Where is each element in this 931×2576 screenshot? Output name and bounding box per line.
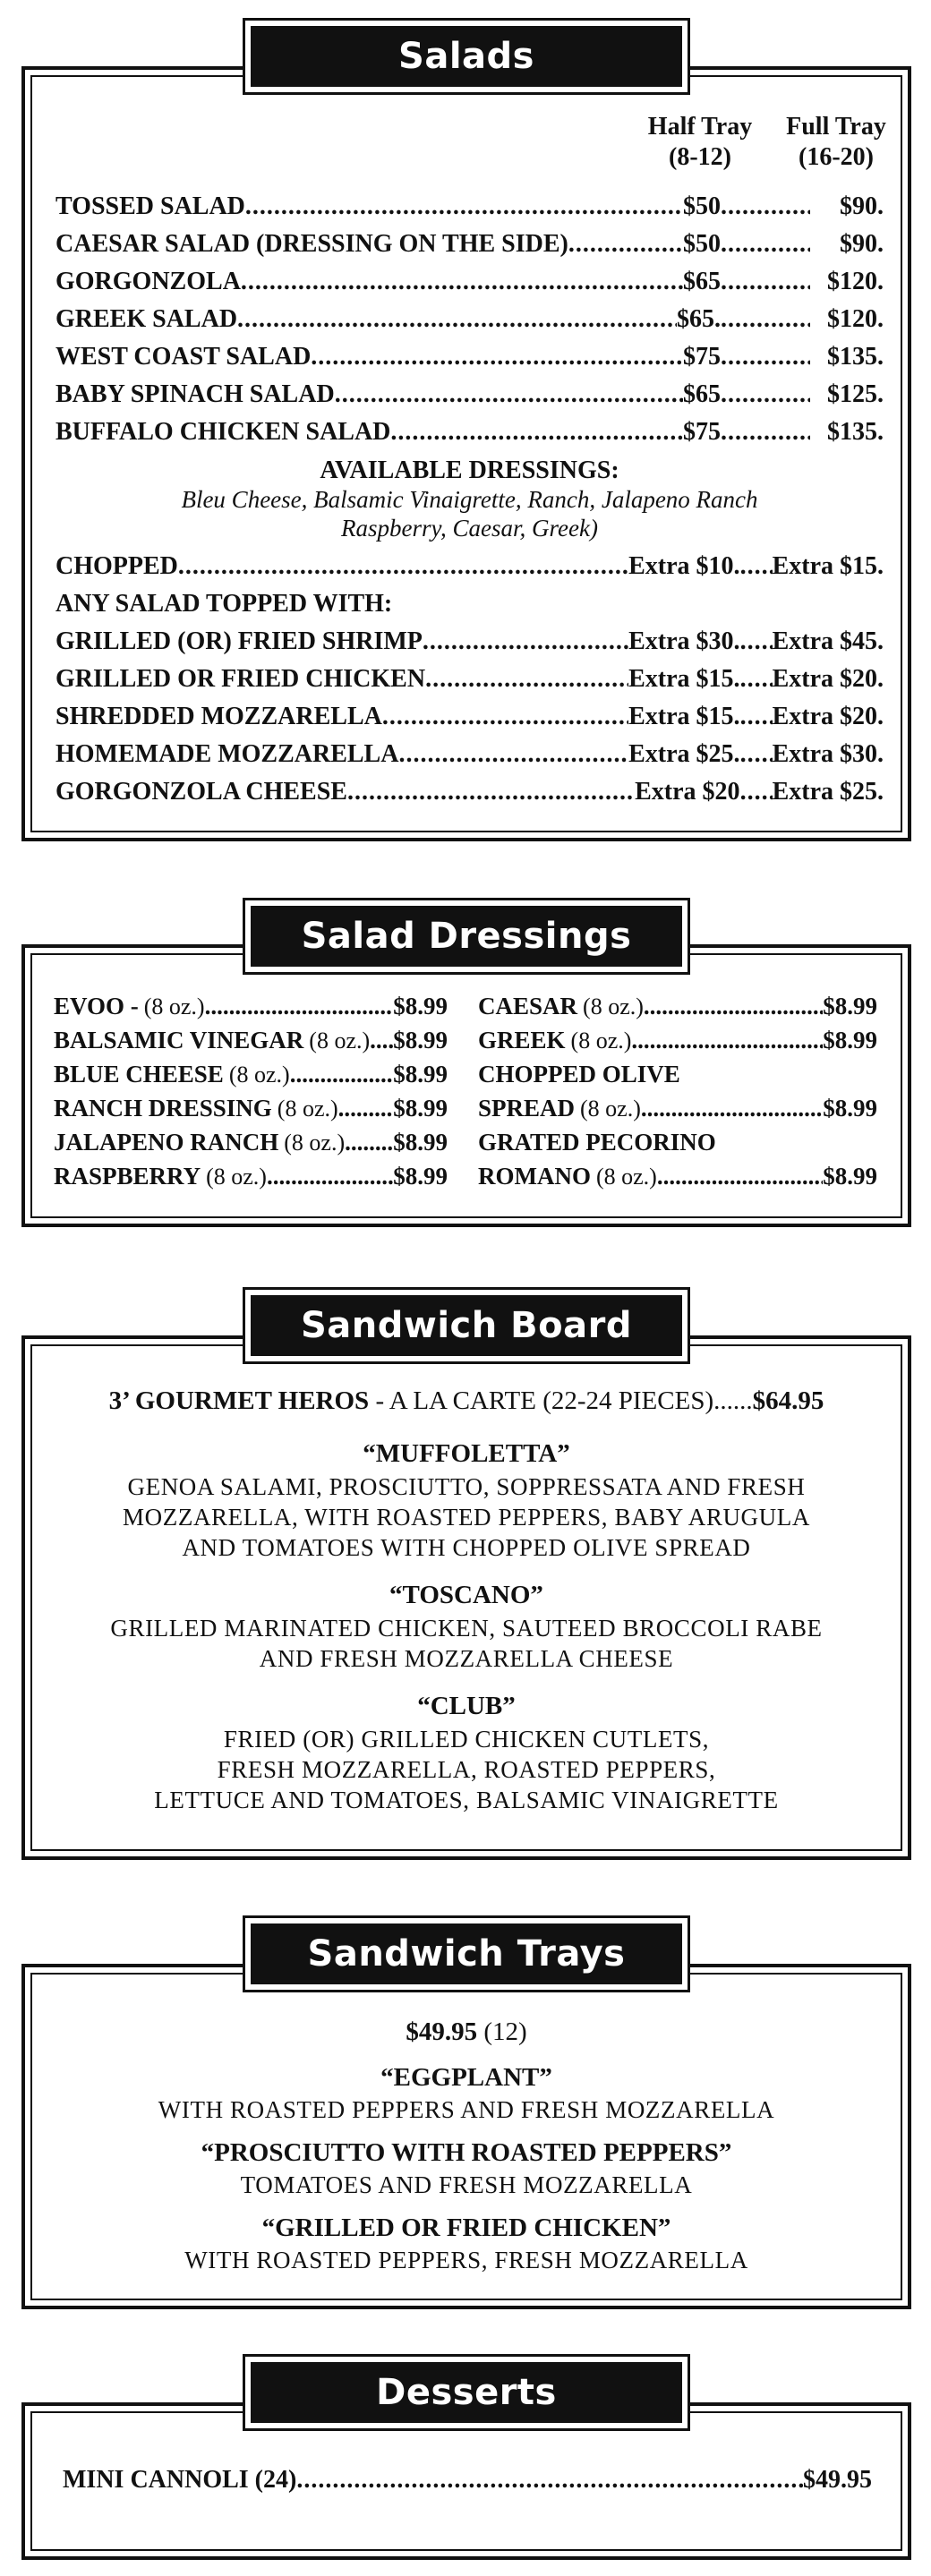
dressing-size: (8 oz.) bbox=[284, 1130, 346, 1156]
topping-row bbox=[56, 698, 884, 736]
available-dressings bbox=[56, 456, 884, 542]
dressing-price: $8.99 bbox=[823, 1027, 877, 1053]
hero-description-line: MOZZARELLA, WITH ROASTED PEPPERS, BABY ARUGULA bbox=[123, 1504, 810, 1531]
leader-dots bbox=[398, 736, 628, 773]
half-tray-price: Extra $15. bbox=[628, 665, 740, 693]
dressing-row bbox=[54, 1023, 448, 1057]
leader-dots bbox=[390, 414, 683, 451]
salad-row bbox=[56, 188, 884, 226]
item-name: GORGONZOLA CHEESE bbox=[56, 778, 347, 806]
leader-dots bbox=[641, 1091, 823, 1125]
leader-dots bbox=[178, 548, 628, 585]
full-tray-heading bbox=[775, 112, 897, 173]
half-tray-price: Extra $10. bbox=[628, 552, 740, 580]
hero-title: “MUFFOLETTA” bbox=[363, 1439, 570, 1468]
available-dressings-title: AVAILABLE DRESSINGS: bbox=[320, 456, 619, 484]
leader-dots bbox=[245, 188, 683, 226]
chopped-row bbox=[56, 548, 884, 585]
dressing-size: (8 oz.) bbox=[206, 1164, 267, 1190]
dressing-size: (8 oz.) bbox=[595, 1164, 657, 1190]
leader-dots bbox=[370, 1023, 393, 1057]
half-tray-price: $65 bbox=[683, 268, 721, 295]
dressing-row bbox=[54, 989, 448, 1023]
dressings-right-column bbox=[478, 989, 877, 1193]
gourmet-heros-price: $64.95 bbox=[752, 1386, 824, 1415]
sandwich-trays-header bbox=[243, 1915, 690, 1992]
full-tray-price: Extra $20. bbox=[772, 665, 884, 693]
hero-description-line: LETTUCE AND TOMATOES, BALSAMIC VINAIGRETTE bbox=[154, 1787, 779, 1813]
half-tray-price: $50 bbox=[683, 192, 721, 220]
half-tray-price: Extra $30. bbox=[628, 627, 740, 655]
leader-dots bbox=[740, 661, 773, 698]
leader-dots bbox=[721, 414, 810, 451]
leader-dots bbox=[335, 376, 683, 414]
dressing-size: (8 oz.) bbox=[143, 994, 205, 1019]
dressing-price: $8.99 bbox=[823, 1095, 877, 1122]
item-name: GORGONZOLA bbox=[56, 268, 241, 295]
half-tray-heading bbox=[639, 112, 761, 173]
available-dressings-line2: Raspberry, Caesar, Greek) bbox=[341, 515, 598, 542]
item-name: TOSSED SALAD bbox=[56, 192, 245, 220]
salad-row bbox=[56, 414, 884, 451]
gourmet-heros-line bbox=[39, 1384, 893, 1418]
full-tray-label: Full Tray bbox=[786, 113, 886, 141]
full-tray-count: (16-20) bbox=[799, 143, 874, 171]
item-name: WEST COAST SALAD bbox=[56, 343, 312, 371]
full-tray-price: Extra $15. bbox=[772, 552, 884, 580]
desserts-section bbox=[21, 2354, 911, 2560]
item-name: CHOPPED bbox=[56, 552, 178, 580]
hero-title: “TOSCANO” bbox=[389, 1581, 543, 1609]
dressing-size: (8 oz.) bbox=[228, 1062, 290, 1088]
dressing-row bbox=[478, 989, 877, 1023]
dressing-size: (8 oz.) bbox=[570, 1028, 632, 1053]
item-name: GREEK SALAD bbox=[56, 305, 238, 333]
dressing-row bbox=[54, 1091, 448, 1125]
dressings-section bbox=[21, 898, 911, 1227]
half-tray-price: $75 bbox=[683, 343, 721, 371]
topping-row bbox=[56, 661, 884, 698]
leader-dots bbox=[721, 188, 810, 226]
leader-dots bbox=[345, 1125, 393, 1159]
hero-item bbox=[39, 1436, 893, 1563]
sandwich-trays-content bbox=[39, 2014, 893, 2286]
leader-dots bbox=[721, 301, 810, 338]
trays-count: (12) bbox=[483, 2017, 527, 2046]
item-name: HOMEMADE MOZZARELLA bbox=[56, 740, 399, 768]
leader-dots bbox=[311, 338, 683, 376]
sandwich-board-title: Sandwich Board bbox=[251, 1295, 682, 1356]
tray-item-description: WITH ROASTED PEPPERS, FRESH MOZZARELLA bbox=[184, 2247, 748, 2273]
dressing-name: JALAPENO RANCH bbox=[54, 1129, 279, 1156]
hero-title: “CLUB” bbox=[417, 1692, 516, 1720]
leader-dots bbox=[267, 1159, 393, 1193]
sandwich-board-section bbox=[21, 1287, 911, 1860]
dressing-name: BLUE CHEESE bbox=[54, 1061, 224, 1088]
half-tray-price: $65 bbox=[683, 380, 721, 408]
dressing-name: SPREAD bbox=[478, 1095, 576, 1122]
dressing-price: $8.99 bbox=[393, 1163, 448, 1190]
full-tray-price: Extra $20. bbox=[772, 703, 884, 730]
item-name: BUFFALO CHICKEN SALAD bbox=[56, 418, 391, 446]
item-name: GRILLED OR FRIED CHICKEN bbox=[56, 665, 426, 693]
tray-item-title: “EGGPLANT” bbox=[380, 2063, 552, 2092]
leader-dots bbox=[740, 736, 773, 773]
leader-dots bbox=[740, 623, 773, 661]
item-name: BABY SPINACH SALAD bbox=[56, 380, 335, 408]
dressing-price: $8.99 bbox=[823, 1163, 877, 1190]
leader-dots bbox=[347, 773, 635, 811]
dressing-row bbox=[478, 1091, 877, 1125]
dressing-name: RASPBERRY bbox=[54, 1163, 201, 1190]
half-tray-label: Half Tray bbox=[647, 113, 753, 141]
dressing-size: (8 oz.) bbox=[583, 994, 644, 1019]
dressing-row bbox=[478, 1125, 877, 1159]
sandwich-board-header bbox=[243, 1287, 690, 1364]
hero-description-line: AND FRESH MOZZARELLA CHEESE bbox=[259, 1645, 674, 1672]
available-dressings-line1: Bleu Cheese, Balsamic Vinaigrette, Ranch, Jalapeno Ranch bbox=[181, 486, 758, 513]
dressing-price: $8.99 bbox=[393, 1129, 448, 1156]
leader-dots bbox=[721, 263, 810, 301]
leader-dots bbox=[657, 1159, 823, 1193]
tray-item-description: TOMATOES AND FRESH MOZZARELLA bbox=[240, 2171, 693, 2198]
sandwich-trays-title: Sandwich Trays bbox=[251, 1923, 682, 1984]
full-tray-price: Extra $25. bbox=[772, 778, 884, 806]
salad-list bbox=[56, 188, 884, 811]
tray-item bbox=[39, 2136, 893, 2200]
dessert-price: $49.95 bbox=[803, 2466, 872, 2494]
leader-dots bbox=[382, 698, 628, 736]
tray-item bbox=[39, 2060, 893, 2125]
dressing-name: BALSAMIC VINEGAR bbox=[54, 1027, 304, 1053]
full-tray-price: Extra $45. bbox=[772, 627, 884, 655]
dressings-title: Salad Dressings bbox=[251, 906, 682, 967]
dressing-price: $8.99 bbox=[393, 1061, 448, 1088]
salads-title: Salads bbox=[251, 26, 682, 87]
item-name: GRILLED (OR) FRIED SHRIMP bbox=[56, 627, 423, 655]
dressing-name: CAESAR bbox=[478, 993, 578, 1019]
gourmet-heros-desc: - A LA CARTE (22-24 PIECES)...... bbox=[375, 1386, 753, 1415]
dressing-name: RANCH DRESSING bbox=[54, 1095, 272, 1122]
dressing-price: $8.99 bbox=[393, 1027, 448, 1053]
salad-row bbox=[56, 376, 884, 414]
salads-header bbox=[243, 18, 690, 95]
dressing-name: GRATED PECORINO bbox=[478, 1129, 716, 1156]
half-tray-price: $65. bbox=[677, 305, 721, 333]
item-name: SHREDDED MOZZARELLA bbox=[56, 703, 382, 730]
dressing-name: GREEK bbox=[478, 1027, 566, 1053]
dressing-size: (8 oz.) bbox=[580, 1096, 641, 1122]
hero-description-line: GENOA SALAMI, PROSCIUTTO, SOPPRESSATA AND FRESH bbox=[127, 1473, 806, 1500]
desserts-header bbox=[243, 2354, 690, 2431]
half-tray-count: (8-12) bbox=[669, 143, 731, 171]
dressing-price: $8.99 bbox=[393, 1095, 448, 1122]
trays-price: $49.95 bbox=[406, 2017, 478, 2046]
full-tray-price: $120. bbox=[827, 305, 884, 333]
dressings-header bbox=[243, 898, 690, 975]
dressing-row bbox=[478, 1057, 877, 1091]
dessert-row bbox=[63, 2461, 872, 2499]
leader-dots bbox=[423, 623, 628, 661]
leader-dots bbox=[425, 661, 628, 698]
sandwich-board-content bbox=[39, 1384, 893, 1830]
dressing-row bbox=[478, 1159, 877, 1193]
dressing-price: $8.99 bbox=[393, 993, 448, 1019]
leader-dots bbox=[296, 2461, 803, 2499]
dressing-row bbox=[54, 1057, 448, 1091]
dressing-size: (8 oz.) bbox=[309, 1028, 371, 1053]
dressing-size: (8 oz.) bbox=[277, 1096, 338, 1122]
leader-dots bbox=[644, 989, 823, 1023]
hero-description-line: FRESH MOZZARELLA, ROASTED PEPPERS, bbox=[217, 1756, 716, 1783]
half-tray-price: $50 bbox=[683, 230, 721, 258]
dressing-row bbox=[54, 1159, 448, 1193]
hero-description-line: GRILLED MARINATED CHICKEN, SAUTEED BROCCOLI RABE bbox=[110, 1615, 823, 1642]
tray-item-title: “PROSCIUTTO WITH ROASTED PEPPERS” bbox=[201, 2138, 732, 2167]
half-tray-price: Extra $15. bbox=[628, 703, 740, 730]
item-name: CAESAR SALAD (DRESSING ON THE SIDE) bbox=[56, 230, 568, 258]
tray-item bbox=[39, 2211, 893, 2275]
tray-item-description: WITH ROASTED PEPPERS AND FRESH MOZZARELLA bbox=[158, 2096, 775, 2123]
leader-dots bbox=[721, 376, 810, 414]
tray-item-title: “GRILLED OR FRIED CHICKEN” bbox=[261, 2213, 671, 2242]
sandwich-trays-section bbox=[21, 1915, 911, 2309]
full-tray-price: $135. bbox=[827, 343, 884, 371]
leader-dots bbox=[241, 263, 683, 301]
half-tray-price: Extra $20 bbox=[635, 778, 740, 806]
hero-description-line: FRIED (OR) GRILLED CHICKEN CUTLETS, bbox=[223, 1726, 710, 1753]
leader-dots bbox=[740, 548, 773, 585]
trays-price-line bbox=[39, 2014, 893, 2050]
full-tray-price: $120. bbox=[827, 268, 884, 295]
full-tray-price: $90. bbox=[840, 230, 884, 258]
hero-description-line: AND TOMATOES WITH CHOPPED OLIVE SPREAD bbox=[182, 1534, 751, 1561]
dressing-row bbox=[54, 1125, 448, 1159]
leader-dots bbox=[721, 226, 810, 263]
leader-dots bbox=[338, 1091, 394, 1125]
leader-dots bbox=[740, 698, 773, 736]
topping-row bbox=[56, 773, 884, 811]
topping-row bbox=[56, 736, 884, 773]
dessert-list bbox=[63, 2461, 872, 2499]
gourmet-heros-name: 3’ GOURMET HEROS bbox=[108, 1386, 370, 1415]
topped-with-title bbox=[56, 585, 884, 623]
topping-row bbox=[56, 623, 884, 661]
salad-row bbox=[56, 226, 884, 263]
salads-section bbox=[21, 18, 911, 841]
dressing-row bbox=[478, 1023, 877, 1057]
full-tray-price: $125. bbox=[827, 380, 884, 408]
full-tray-price: $135. bbox=[827, 418, 884, 446]
dressing-name: CHOPPED OLIVE bbox=[478, 1061, 680, 1088]
leader-dots bbox=[721, 338, 810, 376]
leader-dots bbox=[237, 301, 677, 338]
dressing-name: EVOO - bbox=[54, 993, 139, 1019]
salad-row bbox=[56, 263, 884, 301]
leader-dots bbox=[205, 989, 394, 1023]
topped-with-label: ANY SALAD TOPPED WITH: bbox=[56, 590, 393, 618]
salad-row bbox=[56, 338, 884, 376]
desserts-title: Desserts bbox=[251, 2362, 682, 2423]
leader-dots bbox=[568, 226, 683, 263]
dressings-left-column bbox=[54, 989, 448, 1193]
half-tray-price: Extra $25. bbox=[628, 740, 740, 768]
dressing-name: ROMANO bbox=[478, 1163, 591, 1190]
dessert-name: MINI CANNOLI (24) bbox=[63, 2466, 297, 2494]
hero-item bbox=[39, 1688, 893, 1815]
salad-row bbox=[56, 301, 884, 338]
full-tray-price: $90. bbox=[840, 192, 884, 220]
leader-dots bbox=[631, 1023, 823, 1057]
dressing-price: $8.99 bbox=[823, 993, 877, 1019]
half-tray-price: $75 bbox=[683, 418, 721, 446]
leader-dots bbox=[740, 773, 773, 811]
hero-item bbox=[39, 1577, 893, 1674]
full-tray-price: Extra $30. bbox=[772, 740, 884, 768]
leader-dots bbox=[290, 1057, 394, 1091]
